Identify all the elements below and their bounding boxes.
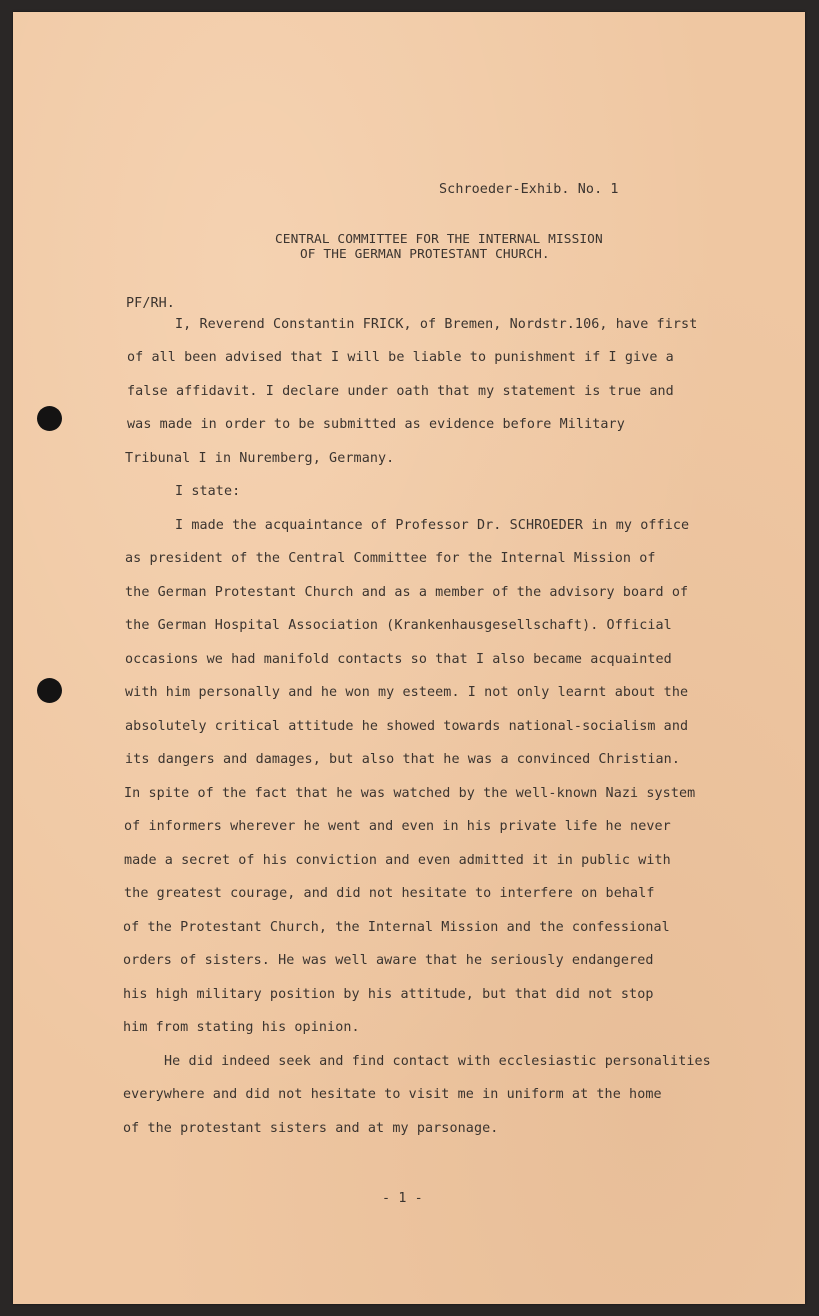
paragraph3-line: everywhere and did not hesitate to visit me in uniform at the home <box>123 1087 662 1102</box>
paragraph2-line: the greatest courage, and did not hesitate to interfere on behalf <box>124 886 655 901</box>
paragraph1-line: Tribunal I in Nuremberg, Germany. <box>125 451 395 466</box>
paragraph3-line: He did indeed seek and find contact with ecclesiastic personalities <box>164 1054 711 1069</box>
paragraph2-line: I made the acquaintance of Professor Dr. SCHROEDER in my office <box>175 518 690 533</box>
paragraph2-line: In spite of the fact that he was watched by the well-known Nazi system <box>124 786 696 801</box>
paragraph2-line: with him personally and he won my esteem. I not only learnt about the <box>125 685 689 700</box>
paragraph2-line: absolutely critical attitude he showed towards national-socialism and <box>125 719 689 734</box>
paragraph2-line: its dangers and damages, but also that he was a convinced Christian. <box>125 752 681 767</box>
reference-code: PF/RH. <box>126 296 175 311</box>
exhibit-label: Schroeder-Exhib. No. 1 <box>439 182 619 197</box>
paragraph2-line: made a secret of his conviction and even admitted it in public with <box>124 853 671 868</box>
page-number: - 1 - <box>382 1191 423 1206</box>
paragraph1-line: I, Reverend Constantin FRICK, of Bremen, Nordstr.106, have first <box>175 317 698 332</box>
paragraph1-line: false affidavit. I declare under oath that my statement is true and <box>127 384 674 399</box>
paragraph2-line: him from stating his opinion. <box>123 1020 360 1035</box>
paragraph2-line: his high military position by his attitude, but that did not stop <box>123 987 654 1002</box>
punch-hole-top <box>37 406 62 431</box>
paragraph2-line: the German Hospital Association (Krankenhausgesellschaft). Official <box>125 618 672 633</box>
paragraph2-line: as president of the Central Committee for the Internal Mission of <box>125 551 656 566</box>
paragraph2-line: of informers wherever he went and even in his private life he never <box>124 819 671 834</box>
paragraph3-line: of the protestant sisters and at my parsonage. <box>123 1121 499 1136</box>
paragraph1-line: of all been advised that I will be liable to punishment if I give a <box>127 350 674 365</box>
document-page <box>13 12 805 1304</box>
paragraph1-line: was made in order to be submitted as evidence before Military <box>127 417 625 432</box>
paragraph2-line: the German Protestant Church and as a member of the advisory board of <box>125 585 689 600</box>
organization-line-1: CENTRAL COMMITTEE FOR THE INTERNAL MISSION <box>275 232 603 247</box>
statement-intro: I state: <box>175 484 241 499</box>
paragraph2-line: orders of sisters. He was well aware that he seriously endangered <box>123 953 654 968</box>
organization-line-2: OF THE GERMAN PROTESTANT CHURCH. <box>300 247 550 262</box>
paragraph2-line: occasions we had manifold contacts so that I also became acquainted <box>125 652 672 667</box>
paragraph2-line: of the Protestant Church, the Internal Mission and the confessional <box>123 920 670 935</box>
punch-hole-bottom <box>37 678 62 703</box>
